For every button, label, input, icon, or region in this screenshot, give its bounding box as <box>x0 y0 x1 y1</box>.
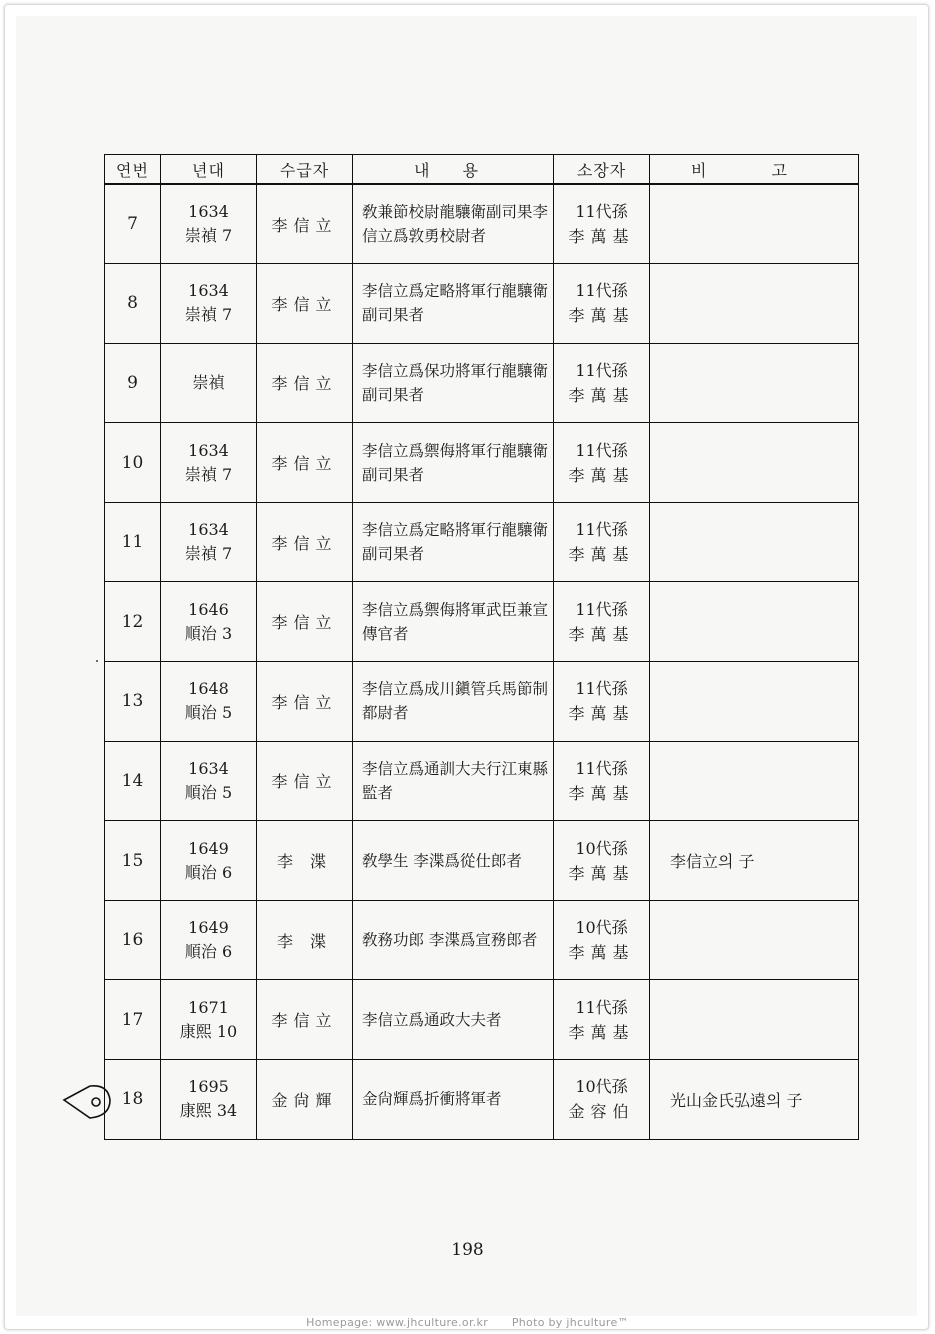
table-header-row <box>105 155 859 185</box>
table-row <box>105 264 859 344</box>
owner-generation: 10代孫 <box>575 918 628 938</box>
recipient-cell: 李信立 <box>257 184 353 264</box>
header-recipient: 수급자 <box>257 155 353 185</box>
era-value: 康熙 34 <box>179 1101 238 1121</box>
note-cell <box>650 264 859 344</box>
footer-homepage[interactable]: Homepage: www.jhculture.or.kr <box>306 1316 489 1329</box>
recipient-cell: 李信立 <box>257 582 353 662</box>
owner-name: 李萬基 <box>568 783 635 803</box>
recipient-cell: 李 渫 <box>257 821 353 901</box>
row-date <box>161 741 257 821</box>
owner-name: 李萬基 <box>568 943 635 963</box>
era-value: 順治 5 <box>184 782 233 802</box>
year-value: 1648 <box>188 679 229 699</box>
owner-cell <box>554 423 650 503</box>
row-number: 7 <box>105 184 161 264</box>
owner-generation: 11代孫 <box>575 520 628 540</box>
note-cell <box>650 343 859 423</box>
owner-name: 李萬基 <box>568 863 635 883</box>
recipient-cell: 李信立 <box>257 741 353 821</box>
recipient-cell: 李信立 <box>257 423 353 503</box>
recipient-cell: 李信立 <box>257 980 353 1060</box>
row-date <box>161 502 257 582</box>
owner-generation: 11代孫 <box>575 281 628 301</box>
row-date <box>161 343 257 423</box>
table-row <box>105 821 859 901</box>
row-number: 15 <box>105 821 161 901</box>
year-value: 1634 <box>188 202 229 222</box>
records-table-wrapper <box>104 154 858 1140</box>
owner-name: 李萬基 <box>568 465 635 485</box>
row-number: 10 <box>105 423 161 503</box>
row-number: 13 <box>105 662 161 742</box>
owner-name: 李萬基 <box>568 545 635 565</box>
table-row <box>105 741 859 821</box>
page-number: 198 <box>451 1240 484 1260</box>
circled-mark-icon <box>60 1080 116 1124</box>
owner-generation: 11代孫 <box>575 679 628 699</box>
row-date <box>161 900 257 980</box>
owner-name: 李萬基 <box>568 385 635 405</box>
owner-name: 李萬基 <box>568 704 635 724</box>
recipient-cell: 金尙輝 <box>257 1060 353 1140</box>
content-cell: 李信立爲定略將軍行龍驤衛副司果者 <box>353 264 554 344</box>
owner-cell <box>554 662 650 742</box>
note-cell <box>650 582 859 662</box>
content-cell: 李信立爲定略將軍行龍驤衛副司果者 <box>353 502 554 582</box>
era-value: 順治 5 <box>184 703 233 723</box>
owner-generation: 11代孫 <box>575 202 628 222</box>
footer-photo-credit: Photo by jhculture™ <box>511 1316 629 1329</box>
row-date <box>161 821 257 901</box>
era-value: 崇禎 7 <box>184 305 233 325</box>
content-cell: 敎學生 李渫爲從仕郎者 <box>353 821 554 901</box>
header-owner: 소장자 <box>554 155 650 185</box>
year-value: 1649 <box>188 918 229 938</box>
note-cell <box>650 423 859 503</box>
row-date <box>161 1060 257 1140</box>
owner-generation: 11代孫 <box>575 599 628 619</box>
owner-cell <box>554 821 650 901</box>
owner-generation: 11代孫 <box>575 758 628 778</box>
owner-cell <box>554 582 650 662</box>
table-row <box>105 900 859 980</box>
table-row <box>105 184 859 264</box>
row-number: 16 <box>105 900 161 980</box>
stray-dot <box>96 660 98 662</box>
owner-name: 李萬基 <box>568 1022 635 1042</box>
era-value: 康熙 10 <box>179 1021 238 1041</box>
owner-generation: 10代孫 <box>575 838 628 858</box>
note-cell: 光山金氏弘遠의 子 <box>650 1060 859 1140</box>
row-number: 11 <box>105 502 161 582</box>
owner-cell <box>554 900 650 980</box>
year-value: 1646 <box>188 599 229 619</box>
era-value: 崇禎 7 <box>184 544 233 564</box>
owner-generation: 11代孫 <box>575 440 628 460</box>
owner-cell <box>554 741 650 821</box>
year-value: 1634 <box>188 758 229 778</box>
owner-cell <box>554 980 650 1060</box>
era-value: 崇禎 7 <box>184 226 233 246</box>
table-row <box>105 582 859 662</box>
content-cell: 李信立爲通政大夫者 <box>353 980 554 1060</box>
table-row <box>105 343 859 423</box>
header-year: 년대 <box>161 155 257 185</box>
row-date <box>161 264 257 344</box>
table-body <box>105 184 859 1139</box>
table-row <box>105 662 859 742</box>
header-note: 비 고 <box>650 155 859 185</box>
year-value: 1634 <box>188 520 229 540</box>
recipient-cell: 李信立 <box>257 343 353 423</box>
table-row <box>105 1060 859 1140</box>
owner-cell <box>554 184 650 264</box>
row-number: 12 <box>105 582 161 662</box>
era-value: 順治 3 <box>184 623 233 643</box>
header-no: 연번 <box>105 155 161 185</box>
content-cell: 李信立爲通訓大夫行江東縣監者 <box>353 741 554 821</box>
content-cell: 李信立爲成川鎭管兵馬節制都尉者 <box>353 662 554 742</box>
era-value: 崇禎 7 <box>184 464 233 484</box>
note-cell <box>650 502 859 582</box>
note-cell <box>650 980 859 1060</box>
row-date <box>161 662 257 742</box>
row-number: 9 <box>105 343 161 423</box>
note-cell <box>650 900 859 980</box>
content-cell: 李信立爲禦侮將軍武臣兼宣傳官者 <box>353 582 554 662</box>
row-date <box>161 184 257 264</box>
row-number: 18 <box>105 1060 161 1140</box>
recipient-cell: 李 渫 <box>257 900 353 980</box>
owner-generation: 10代孫 <box>575 1077 628 1097</box>
owner-cell <box>554 502 650 582</box>
owner-name: 金容伯 <box>568 1102 635 1122</box>
era-value: 順治 6 <box>184 942 233 962</box>
owner-cell <box>554 343 650 423</box>
owner-generation: 11代孫 <box>575 997 628 1017</box>
footer <box>0 1316 935 1329</box>
content-cell: 敎兼節校尉龍驤衛副司果李信立爲敦勇校尉者 <box>353 184 554 264</box>
year-value: 1695 <box>188 1077 229 1097</box>
records-table <box>104 154 859 1140</box>
year-value: 1671 <box>188 997 229 1017</box>
era-value: 崇禎 <box>192 372 225 392</box>
recipient-cell: 李信立 <box>257 662 353 742</box>
table-row <box>105 502 859 582</box>
note-cell: 李信立의 子 <box>650 821 859 901</box>
content-cell: 敎務功郎 李渫爲宣務郎者 <box>353 900 554 980</box>
owner-name: 李萬基 <box>568 624 635 644</box>
table-row <box>105 980 859 1060</box>
owner-name: 李萬基 <box>568 227 635 247</box>
recipient-cell: 李信立 <box>257 502 353 582</box>
row-number: 8 <box>105 264 161 344</box>
note-cell <box>650 184 859 264</box>
table-row <box>105 423 859 503</box>
year-value: 1649 <box>188 838 229 858</box>
row-date <box>161 980 257 1060</box>
recipient-cell: 李信立 <box>257 264 353 344</box>
row-date <box>161 582 257 662</box>
owner-name: 李萬基 <box>568 306 635 326</box>
content-cell: 金尙輝爲折衝將軍者 <box>353 1060 554 1140</box>
era-value: 順治 6 <box>184 862 233 882</box>
header-content: 내 용 <box>353 155 554 185</box>
content-cell: 李信立爲禦侮將軍行龍驤衛副司果者 <box>353 423 554 503</box>
owner-cell <box>554 264 650 344</box>
content-cell: 李信立爲保功將軍行龍驤衛副司果者 <box>353 343 554 423</box>
note-cell <box>650 662 859 742</box>
row-number: 14 <box>105 741 161 821</box>
note-cell <box>650 741 859 821</box>
row-date <box>161 423 257 503</box>
row-number: 17 <box>105 980 161 1060</box>
owner-generation: 11代孫 <box>575 360 628 380</box>
year-value: 1634 <box>188 440 229 460</box>
owner-cell <box>554 1060 650 1140</box>
year-value: 1634 <box>188 281 229 301</box>
